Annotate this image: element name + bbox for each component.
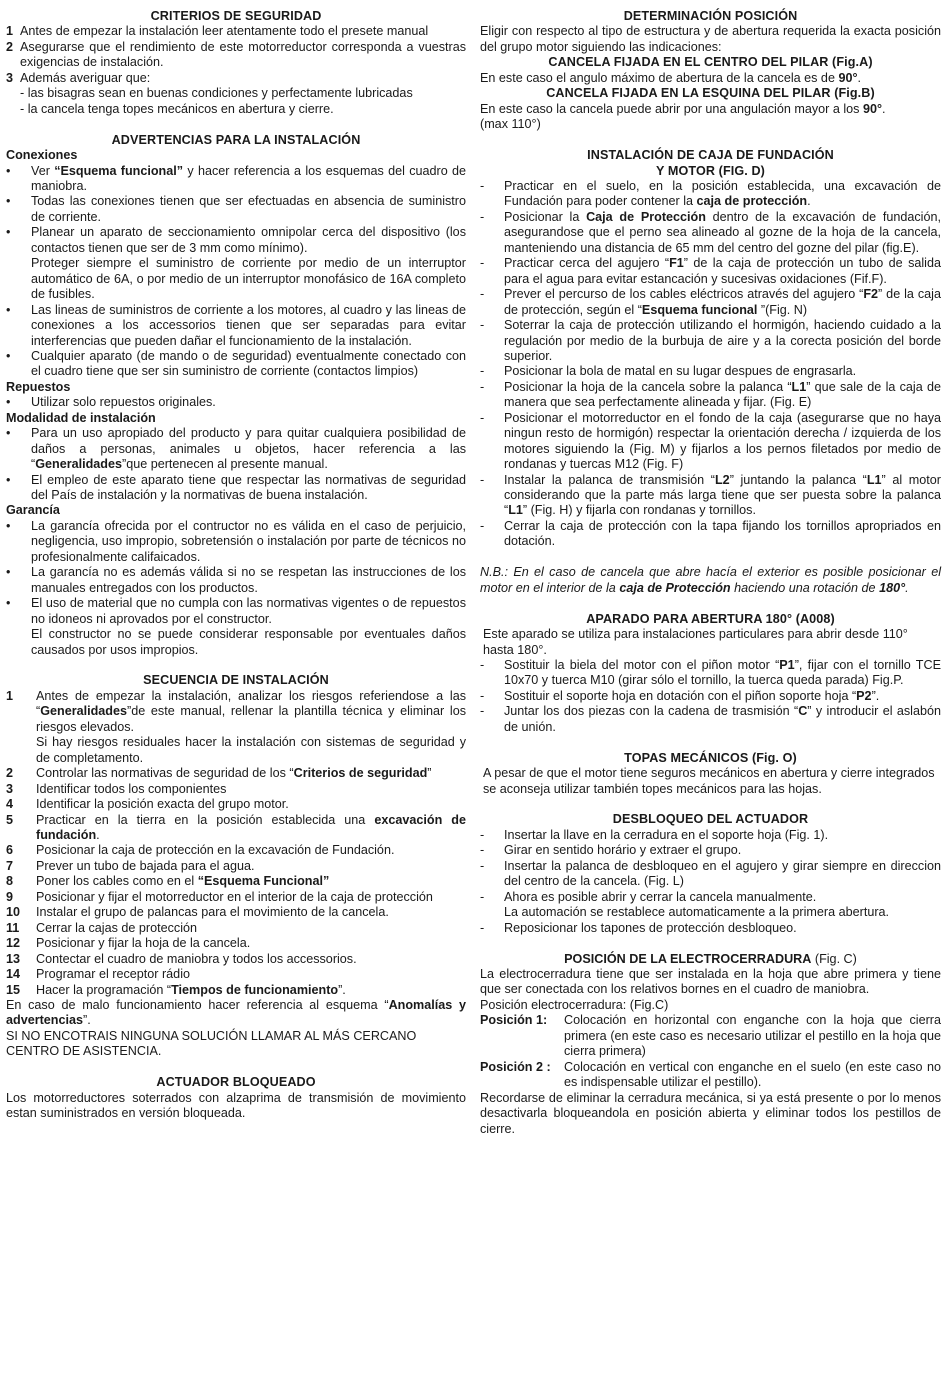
desbloqueo-step-4-cont: La automación se restablece automaticamente a la primera abertura. [504,905,890,920]
electrocerradura-text: La electrocerradura tiene que ser instalada en la hoja que abre primera y tiene que ser conectada con los relativos bornes en el cuadro de maniobra. [480,967,941,997]
desbloqueo-step-4: - Ahora es posible abrir y cerrar la cancela manualmente. [480,889,817,904]
electrocerradura-footer: Recordarse de eliminar la cerradura mecánica, si ya está presente o por lo menos desactivarla bloqueandola en posición abierta y eliminar todos los pestillos de cierre. [480,1090,941,1136]
aparado-step-2: - Sostituir el soporte hoja en dotación con el piñon soporte hoja “P2”. [480,688,880,703]
aparado-step-1: - Sostituir la biela del motor con el piñon motor “P1”, fijar con el tornillo TCE 10x70 y tuerca M10 (girar sólo el tornillo, la tuerca queda parada) Fig.P. [480,657,941,688]
desbloqueo-step-5: - Reposicionar los tapones de protección desbloqueo. [480,920,797,935]
determinacion-sub2: CANCELA FIJADA EN LA ESQUINA DEL PILAR (Fig.B) [546,86,875,101]
conexiones-bullet-1: • Ver “Esquema funcional” y hacer referencia a los esquemas del cuadro de maniobra. [6,163,467,193]
criterios-sub-1: - las bisagras sean en buenas condiciones y perfectamente lubricadas [20,86,413,101]
aparado-intro: Este aparado se utiliza para instalaciones particulares para abrir desde 110° hasta 180°. [483,627,908,657]
desbloqueo-step-2: - Girar en sentido horário y extraer el grupo. [480,843,742,858]
determinacion-sub2-max: (max 110°) [480,117,541,132]
determinacion-sub2-text: En este caso la cancela puede abrir por una angulación mayor a los 90°. [480,101,886,116]
right-column [480,9,941,1137]
conexiones-bullet-3-cont: Proteger siempre el suministro de corriente por medio de un interruptor automático de 6A, o por medio de un interruptor monofásico de 16A completo de fusibles. [31,256,466,302]
secuencia-step-10: 10 Instalar el grupo de palancas para el movimiento de la cancela. [6,905,389,920]
desbloqueo-step-3: - Insertar la palanca de desbloqueo en el agujero y girar siempre en direccion del centro de la cancela. (Fig. L) [480,858,941,889]
secuencia-step-13: 13 Contectar el cuadro de maniobra y todos los accessorios. [6,951,357,966]
aparado-step-3: - Juntar los dos piezas con la cadena de trasmisión “C” y introducir el aslabón de unión. [480,704,941,734]
determinacion-title: DETERMINACIÓN POSICIÓN [623,9,798,23]
advertencias-title: ADVERTENCIAS PARA LA INSTALACIÓN [111,132,361,147]
left-column [6,9,466,1122]
criterios-sub-2: - la cancela tenga topes mecánicos en abertura y cierre. [20,101,334,116]
secuencia-title: SECUENCIA DE INSTALACIÓN [143,673,329,688]
caja-step-8: - Posicionar el motorreductor en el fondo de la caja (asegurarse que no haya ningun resto de hormigón) respectar la orientación derecha / izquierda de los motores siguiendo la (Fig. M) y fijarlos a los pernos filetados por medio de rondanas y tuercas M12 (Fig. F) [480,410,941,472]
repuestos-bullet-1: • Utilizar solo repuestos originales. [6,395,216,410]
modalidad-bullet-1: • Para un uso apropiado del producto y para quitar cualquiera posibilidad de daños a personas, animales u objetos, hacer referencia a las “Generalidades”que pertenecen al presente manual. [6,426,466,472]
secuencia-step-5: 5 Practicar en la tierra en la posición establecida una excavación de fundación. [6,812,466,842]
modalidad-bullet-2: • El empleo de este aparato tiene que respectar las normativas de seguridad del País de instalación y la normativas de buena instalación. [6,472,466,503]
caja-step-7: - Posicionar la hoja de la cancela sobre la palanca “L1” que sale de la caja de manera que sea perfectamente alineada y fijar. (Fig. E) [480,379,941,410]
conexiones-bullet-3: • Planear un aparato de seccionamiento omnipolar cerca del dispositivo (los contactos tienen que ser de 3 mm como mínimo). [6,225,466,255]
conexiones-heading: Conexiones [6,148,78,163]
secuencia-step-11: 11 Cerrar la cajas de protección [6,920,197,935]
determinacion-sub1-text: En este caso el angulo máximo de abertura de la cancela es de 90°. [480,70,861,85]
criterios-item-3: 3 Además averiguar que: [6,70,151,85]
secuencia-step-2: 2 Controlar las normativas de seguridad de los “Criterios de seguridad” [6,766,432,781]
caja-title-2: Y MOTOR (FIG. D) [656,163,765,178]
caja-title-1: INSTALACIÓN DE CAJA DE FUNDACIÓN [587,148,834,163]
caja-step-4: - Prever el percurso de los cables eléctricos através del agujero “F2” de la caja de protección, según el “Esquema funcional ”(Fig. N) [480,287,941,317]
topas-text: A pesar de que el motor tiene seguros mecánicos en abertura y cierre integrados se aconseja utilizar también topes mecánicos para las hojas. [483,766,935,796]
garancia-bullet-2: • La garancía no es además válida si no se respetan las instrucciones de los manuales entregados con los productos. [6,565,466,595]
caja-step-2: - Posicionar la Caja de Protección dentro de la excavación de fundación, asegurandose que el perno sea alineado al gozne de la hoja de la cancela, manteniendo una distancia de 65 mm del centro del gozne del pilar (fig.E). [480,209,941,255]
garancia-bullet-3: • El uso de material que no cumpla con las normativas vigentes o de repuestos no idoneos ni aprovados por el constructor. [6,596,466,626]
secuencia-step-14: 14 Programar el receptor rádio [6,967,190,982]
secuencia-step-1: 1 Antes de empezar la instalación, analizar los riesgos referiendose a las “Generalidades”de este manual, rellenar la plantilla técnica y eliminar los riesgos elevados. [6,688,466,734]
caja-step-9: - Instalar la palanca de transmisión “L2” juntando la palanca “L1” al motor considerando que la parte más larga tiene que ser puesta sobre la palanca “L1” (Fig. H) y fijarla con rondanas y tornillos. [480,472,941,518]
secuencia-step-12: 12 Posicionar y fijar la hoja de la cancela. [6,936,251,951]
electrocerradura-text-2: Posición electrocerradura: (Fig.C) [480,997,669,1012]
caja-step-5: - Soterrar la caja de protección utilizando el hormigón, haciendo cuidado a la regulación por medio de la burbuja de aire y a la corecta posición del borde superior. [480,318,941,363]
secuencia-step-8: 8 Poner los cables como en el “Esquema Funcional” [6,874,330,889]
determinacion-sub1: CANCELA FIJADA EN EL CENTRO DEL PILAR (Fig.A) [548,55,873,70]
secuencia-step-6: 6 Posicionar la caja de protección en la excavación de Fundación. [6,843,395,858]
determinacion-intro: Eligir con respecto al tipo de estructura y de abertura requerida la exacta posición del grupo motor siguiendo las indicaciones: [480,24,941,54]
secuencia-step-15: 15 Hacer la programación “Tiempos de funcionamiento”. [6,982,346,997]
conexiones-bullet-5: • Cualquier aparato (de mando o de seguridad) eventualmente conectado con el cuadro tiene que ser sin suministro de corriente (contactos limpios) [6,348,466,379]
garancia-heading: Garancía [6,503,60,518]
conexiones-bullet-4: • Las lineas de suministros de corriente a los motores, al cuadro y las lineas de conexiones a los accessorios tienen que ser separadas para evitar interferencias que pueden dañar el funcionamiento de la instalación. [6,302,466,348]
electrocerradura-title: POSICIÓN DE LA ELECTROCERRADURA (Fig. C) [564,951,857,966]
caja-nb: N.B.: En el caso de cancela que abre hacía el exterior es posible posicionar el motor en el interior de la caja de Protección haciendo una rotación de 180°. [480,565,941,595]
actuador-title: ACTUADOR BLOQUEADO [156,1075,316,1090]
caja-step-10: - Cerrar la caja de protección con la tapa fijando los tornillos apropriados en dotación. [480,518,941,549]
secuencia-malo: En caso de malo funcionamiento hacer referencia al esquema “Anomalías y advertencias”. [6,997,466,1028]
garancia-bullet-1: • La garancía ofrecida por el contructor no es válida en el caso de perjuicio, negligencia, uso impropio, sobretensión o instalación por parte de técnicos no profesionalmente califaicados. [6,518,466,564]
secuencia-step-4: 4 Identificar la posición exacta del grupo motor. [6,797,289,812]
aparado-title: APARADO PARA ABERTURA 180° (A008) [586,611,835,626]
criterios-item-2: 2 Asegurarse que el rendimiento de este motorreductor corresponda a vuestras exigencias de instalación. [6,39,466,70]
topas-title: TOPAS MECÁNICOS (Fig. O) [624,750,797,765]
modalidad-heading: Modalidad de instalación [6,410,156,425]
actuador-text: Los motorreductores soterrados con alzaprima de transmisión de movimiento estan suministrados en versión bloqueada. [6,1090,466,1121]
desbloqueo-step-1: - Insertar la llave en la cerradura en el soporte hoja (Fig. 1). [480,827,829,842]
criterios-item-1: 1 Antes de empezar la instalación leer atentamente todo el presete manual [6,24,429,39]
caja-step-1: - Practicar en el suelo, en la posición establecida, una excavación de Fundación para poder contener la caja de protección. [480,178,941,209]
electrocerradura-posicion-1: Posición 1: Colocación en horizontal con enganche con la hoja que cierra primera (en este caso es necesario utilizar el pestillo en la hoja que cierra primera) [480,1013,941,1059]
repuestos-heading: Repuestos [6,379,71,394]
conexiones-bullet-2: • Todas las conexiones tienen que ser efectuadas en absencia de suministro de corriente. [6,194,466,224]
secuencia-asistencia: SI NO ENCOTRAIS NINGUNA SOLUCIÓN LLAMAR AL MÁS CERCANO CENTRO DE ASISTENCIA. [6,1028,417,1059]
desbloqueo-title: DESBLOQUEO DEL ACTUADOR [612,812,809,827]
secuencia-step-7: 7 Prever un tubo de bajada para el agua. [6,858,255,873]
secuencia-step-3: 3 Identificar todos los componientes [6,781,227,796]
caja-step-3: - Practicar cerca del agujero “F1” de la caja de protección un tubo de salida para el agua para evitar estancación y sucesivas oxidaciones (Fif.F). [480,256,941,286]
garancia-bullet-3-cont: El constructor no se puede considerar responsable por eventuales daños causados por usos impropios. [31,627,466,657]
caja-step-6: - Posicionar la bola de matal en su lugar despues de engrasarla. [480,364,857,379]
criterios-title: CRITERIOS DE SEGURIDAD [150,9,322,23]
secuencia-step-9: 9 Posicionar y fijar el motorreductor en el interior de la caja de protección [6,889,433,904]
electrocerradura-posicion-2: Posición 2 : Colocación en vertical con enganche en el suelo (en este caso no es indispensable utilizar el pestillo). [480,1059,941,1090]
secuencia-step-1-cont: Si hay riesgos residuales hacer la instalación con sistemas de seguridad y de completamento. [36,735,466,765]
